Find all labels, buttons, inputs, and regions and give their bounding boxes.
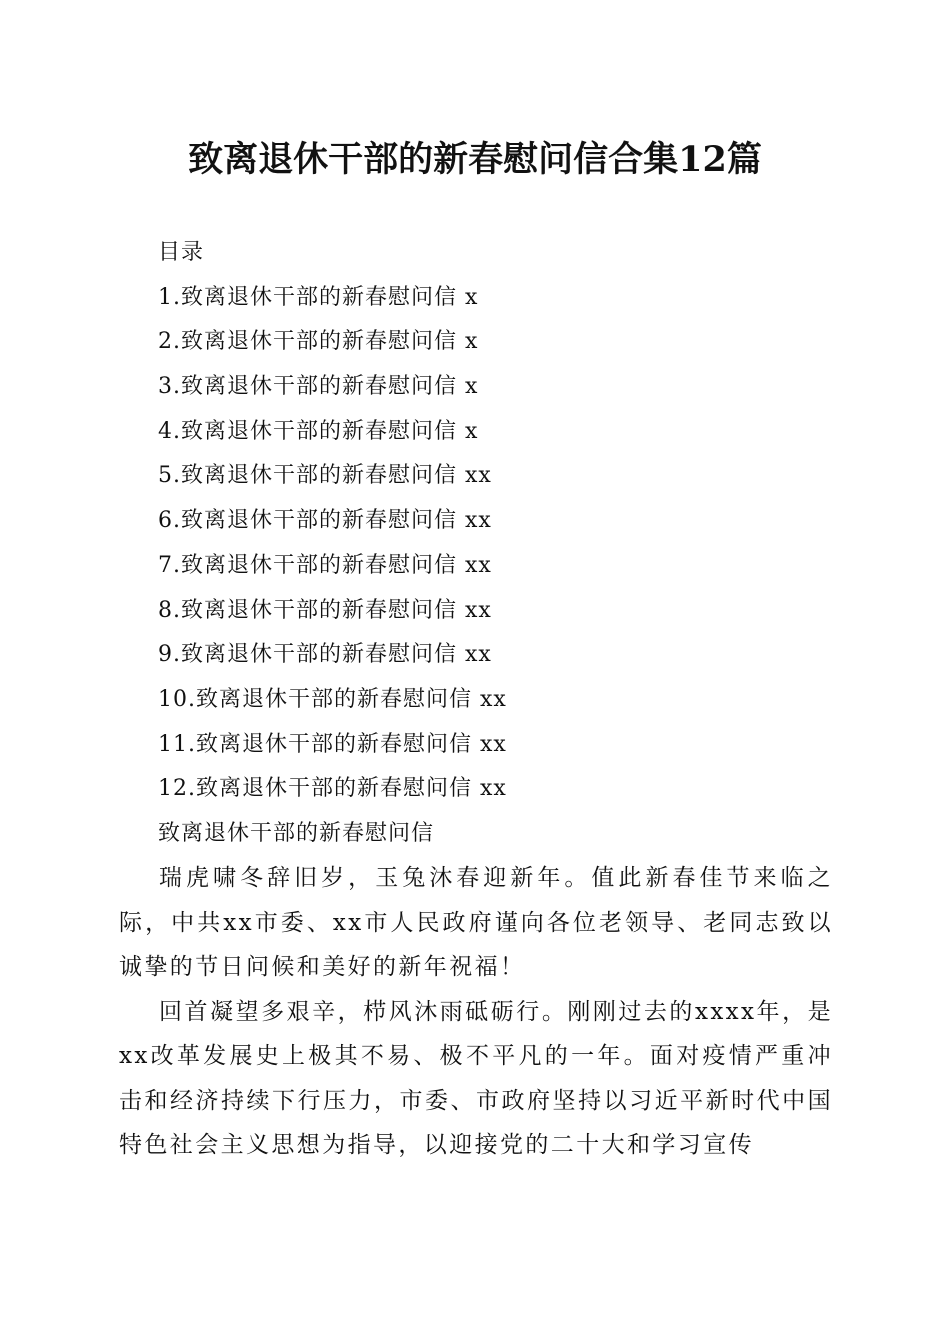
toc-item: 12.致离退休干部的新春慰问信 xx bbox=[158, 776, 507, 802]
toc-item: 8.致离退休干部的新春慰问信 xx bbox=[158, 597, 492, 623]
toc-item: 5.致离退休干部的新春慰问信 xx bbox=[158, 463, 492, 489]
toc-item: 2.致离退休干部的新春慰问信 x bbox=[158, 329, 479, 355]
table-of-contents bbox=[158, 231, 838, 857]
toc-item: 6.致离退休干部的新春慰问信 xx bbox=[158, 508, 492, 534]
body-paragraph: 回首凝望多艰辛，栉风沐雨砥砺行。刚刚过去的xxxx年，是xx改革发展史上极其不易、极不平凡的一年。面对疫情严重冲击和经济持续下行压力，市委、市政府坚持以习近平新时代中国特色社会主义思想为指导，以迎接党的二十大和学习宣传 bbox=[119, 998, 833, 1158]
document-title: 致离退休干部的新春慰问信合集12篇 bbox=[188, 139, 762, 180]
toc-item: 11.致离退休干部的新春慰问信 xx bbox=[158, 731, 507, 757]
toc-item: 3.致离退休干部的新春慰问信 x bbox=[158, 374, 479, 400]
body-paragraph: 瑞虎啸冬辞旧岁，玉兔沐春迎新年。值此新春佳节来临之际，中共xx市委、xx市人民政府谨向各位老领导、老同志致以诚挚的节日问候和美好的新年祝福！ bbox=[119, 865, 833, 980]
toc-heading: 目录 bbox=[158, 240, 205, 265]
toc-item: 4.致离退休干部的新春慰问信 x bbox=[158, 418, 479, 444]
toc-item: 7.致离退休干部的新春慰问信 xx bbox=[158, 552, 492, 578]
toc-item: 1.致离退休干部的新春慰问信 x bbox=[158, 284, 479, 310]
toc-item: 9.致离退休干部的新春慰问信 xx bbox=[158, 642, 492, 668]
letter-title: 致离退休干部的新春慰问信 bbox=[158, 820, 435, 846]
letter-body bbox=[119, 856, 833, 1168]
toc-item: 10.致离退休干部的新春慰问信 xx bbox=[158, 686, 507, 712]
